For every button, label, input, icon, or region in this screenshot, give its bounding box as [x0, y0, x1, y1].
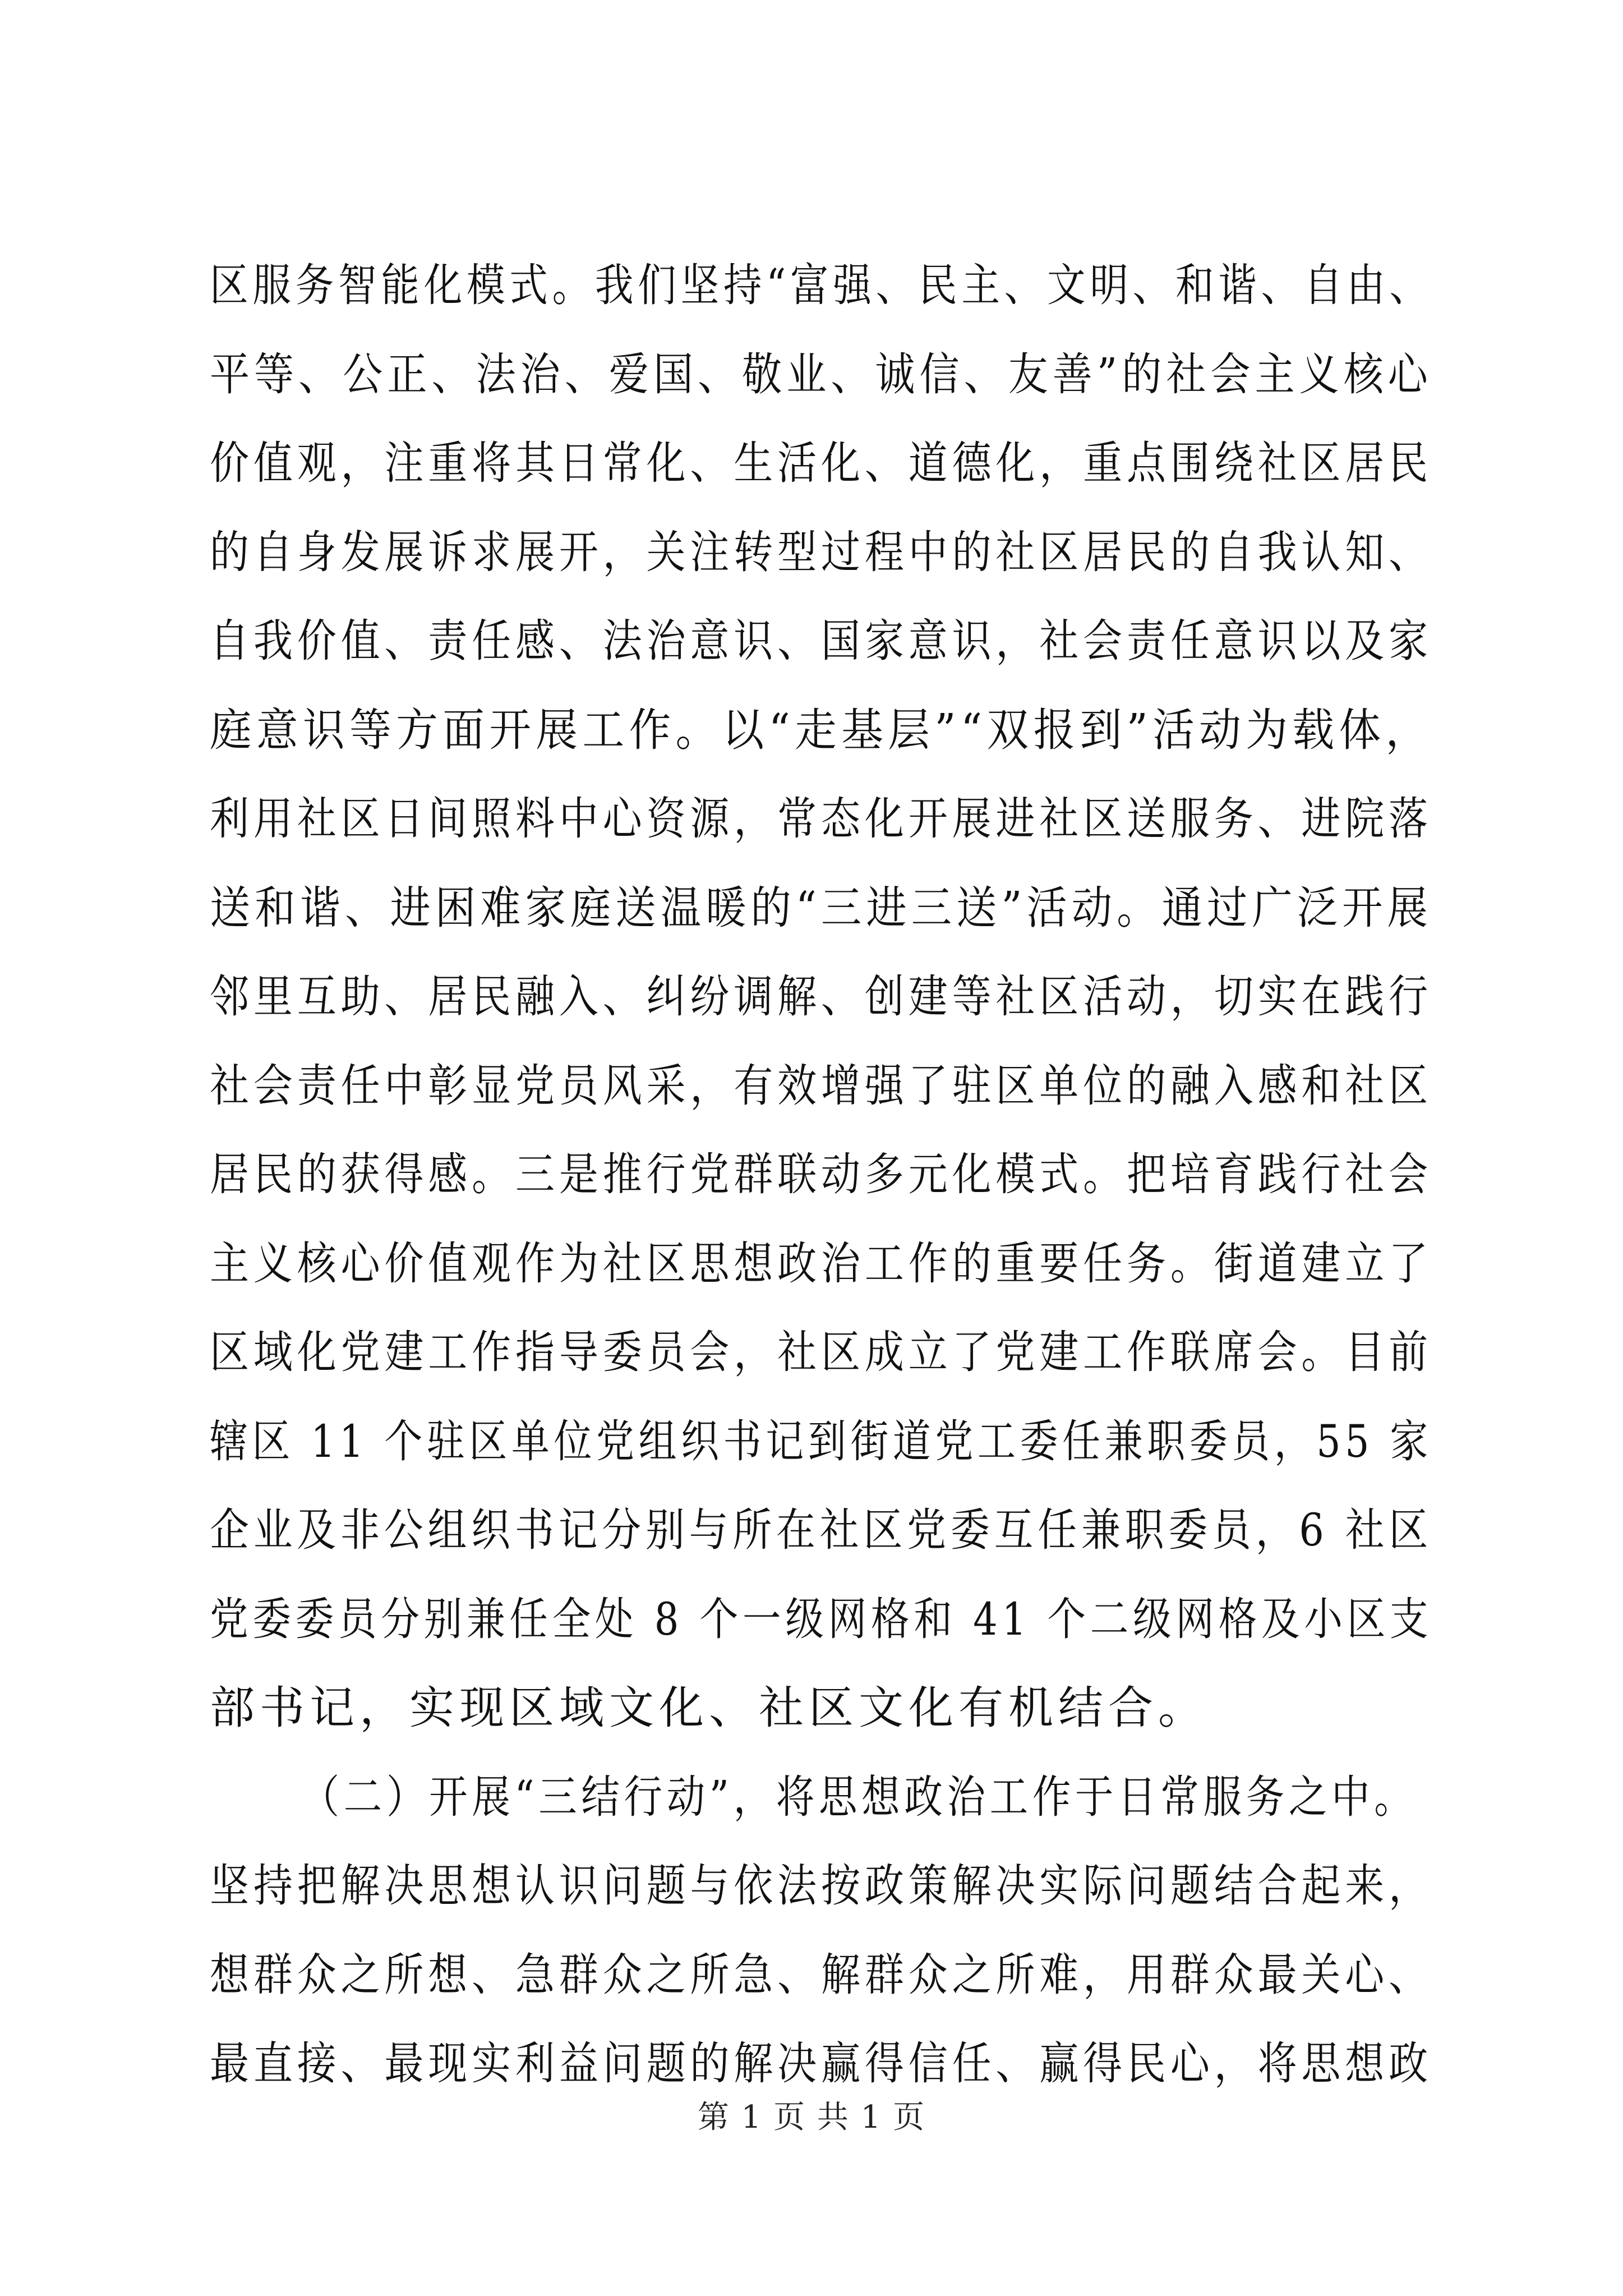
text-line: 庭意识等方面开展工作。以“走基层”“双报到”活动为载体， [210, 703, 1432, 756]
text-line: 辖区 11 个驻区单位党组织书记到街道党工委任兼职委员，55 家 [210, 1415, 1432, 1467]
text-line: 坚持把解决思想认识问题与依法按政策解决实际问题结合起来， [210, 1860, 1433, 1912]
text-line: 邻里互助、居民融入、纠纷调解、创建等社区活动，切实在践行 [210, 970, 1433, 1023]
text-line: 平等、公正、法治、爱国、敬业、诚信、友善”的社会主义核心 [210, 348, 1432, 401]
text-line: 利用社区日间照料中心资源，常态化开展进社区送服务、进院落 [210, 793, 1433, 845]
text-line: 居民的获得感。三是推行党群联动多元化模式。把培育践行社会 [210, 1148, 1433, 1200]
text-line: 想群众之所想、急群众之所急、解群众之所难，用群众最关心、 [210, 1948, 1433, 2001]
text-line: 主义核心价值观作为社区思想政治工作的重要任务。街道建立了 [210, 1237, 1433, 1290]
text-line: 送和谐、进困难家庭送温暖的“三进三送”活动。通过广泛开展 [210, 881, 1432, 934]
text-line: 自我价值、责任感、法治意识、国家意识，社会责任意识以及家 [210, 615, 1433, 667]
text-line: 社会责任中彰显党员风采，有效增强了驻区单位的融入感和社区 [210, 1059, 1433, 1112]
document-body [210, 241, 1432, 2109]
text-line: 价值观，注重将其日常化、生活化、道德化，重点围绕社区居民 [210, 437, 1433, 489]
text-line: 党委委员分别兼任全处 8 个一级网格和 41 个二级网格及小区支 [210, 1593, 1433, 1645]
text-line: （二）开展“三结行动”，将思想政治工作于日常服务之中。 [301, 1770, 1417, 1823]
text-line: 最直接、最现实利益问题的解决赢得信任、赢得民心，将思想政 [210, 2037, 1433, 2090]
text-line: 企业及非公组织书记分别与所在社区党委互任兼职委员，6 社区 [210, 1504, 1433, 1556]
page-footer: 第 1 页 共 1 页 [697, 2099, 926, 2136]
text-line: 的自身发展诉求展开，关注转型过程中的社区居民的自我认知、 [210, 526, 1433, 578]
text-line: 部书记，实现区域文化、社区文化有机结合。 [210, 1682, 1208, 1734]
text-line: 区域化党建工作指导委员会，社区成立了党建工作联席会。目前 [210, 1326, 1433, 1378]
text-line: 区服务智能化模式。我们坚持“富强、民主、文明、和谐、自由、 [210, 259, 1432, 311]
